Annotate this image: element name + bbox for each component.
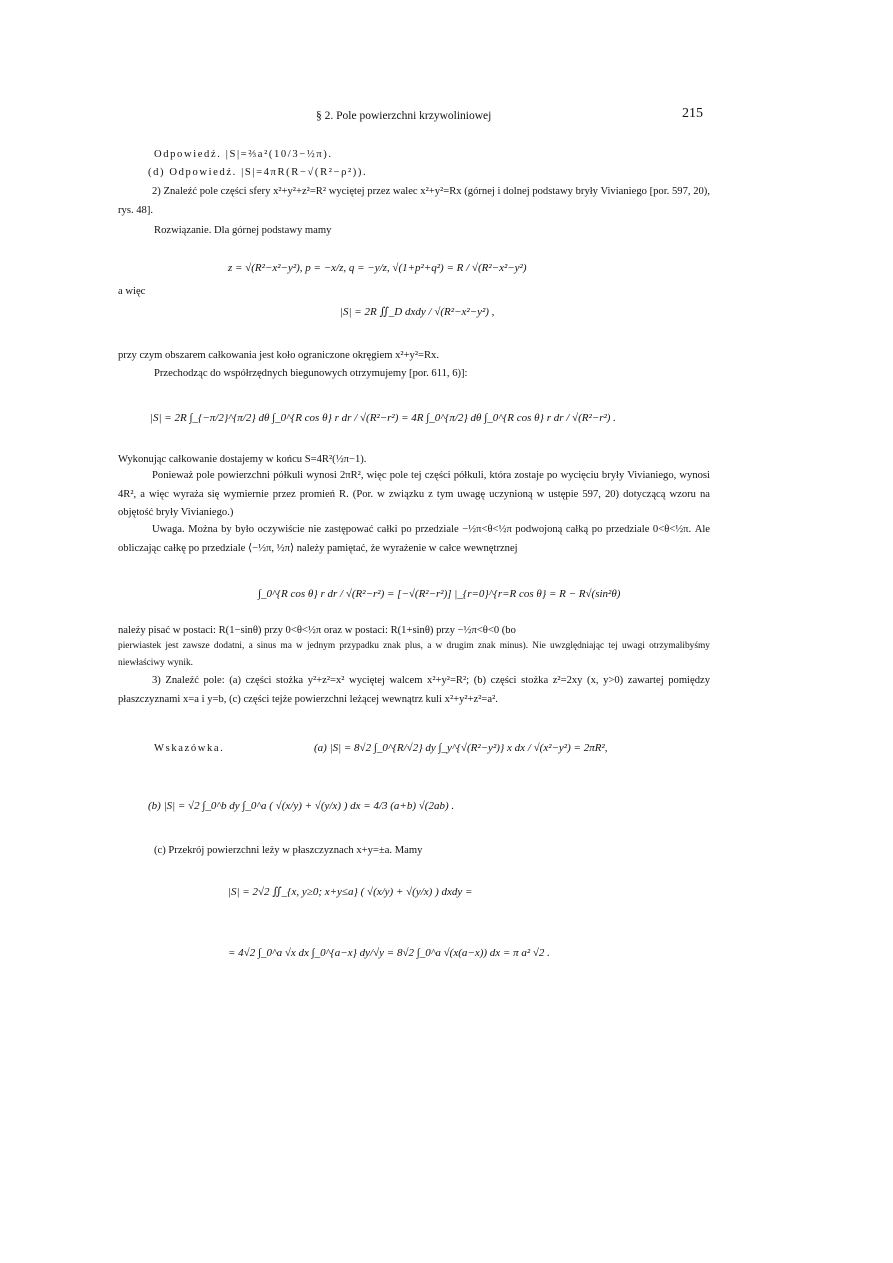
hemisphere-remark: Ponieważ pole powierzchni półkuli wynosi 2πR², więc pole tej części półkuli, która zostaje po wycięciu bryły Vivianiego, wynosi 4R², a więc wyraża się wymiernie przez promień R. (Por. w związku z tym uwagę uczynioną w ustępie 597, 20) dotyczącą wzoru na objętość bryły Vivianiego.) xyxy=(118,470,710,518)
equation-hint-c1: |S| = 2√2 ∬_{x, y≥0; x+y≤a} ( √(x/y) + √(y/x) ) dxdy = xyxy=(228,886,473,898)
equation-surface-integral: |S| = 2R ∬_D dxdy / √(R²−x²−y²) , xyxy=(340,306,495,318)
equation-polar-integral: |S| = 2R ∫_{−π/2}^{π/2} dθ ∫_0^{R cos θ} r dr / √(R²−r²) = 4R ∫_0^{π/2} dθ ∫_0^{R cos θ} r dr / √(R²−r²) . xyxy=(150,412,616,424)
problem-2-statement: 2) Znaleźć pole części sfery x²+y²+z²=R² wyciętej przez walec x²+y²=Rx (górnej i dolnej podstawy bryły Vivianiego [por. 597, 20), rys. 48]. xyxy=(118,186,710,216)
uwaga-remark: Uwaga. Można by było oczywiście nie zastępować całki po przedziale −½π<θ<½π podwojoną całką po przedziale 0<θ<½π. Ale obliczając całkę po przedziale ⟨−½π, ½π⟩ należy pamiętać, że wyrażenie w całce wewnętrznej xyxy=(118,524,710,554)
a-wiec-label: a więc xyxy=(118,286,146,297)
equation-hint-c2: = 4√2 ∫_0^a √x dx ∫_0^{a−x} dy/√y = 8√2 ∫_0^a √(x(a−x)) dx = π a² √2 . xyxy=(228,947,550,959)
integration-domain-text: przy czym obszarem całkowania jest koło ograniczone okręgiem x²+y²=Rx. xyxy=(118,350,439,361)
problem-3-statement: 3) Znaleźć pole: (a) części stożka y²+z²=x² wyciętej walcem x²+y²=R²; (b) części stożka z²=2xy (x, y>0) zawartej pomiędzy płaszczyznami x=a i y=b, (c) części tejże powierzchni leżącej wewnątrz kuli x²+y²+z²=a². xyxy=(118,675,710,705)
hint-c-text: (c) Przekrój powierzchni leży w płaszczyznach x+y=±a. Mamy xyxy=(154,845,423,856)
page-number: 215 xyxy=(682,106,703,121)
polar-coordinates-text: Przechodząc do współrzędnych biegunowych otrzymujemy [por. 611, 6)]: xyxy=(154,368,468,379)
equation-partials: z = √(R²−x²−y²), p = −x/z, q = −y/z, √(1+p²+q²) = R / √(R²−x²−y²) xyxy=(228,262,527,274)
result-text: Wykonując całkowanie dostajemy w końcu S=4R²(½π−1). xyxy=(118,454,367,465)
equation-inner-integral: ∫_0^{R cos θ} r dr / √(R²−r²) = [−√(R²−r²)] |_{r=0}^{r=R cos θ} = R − R√(sin²θ) xyxy=(258,588,621,600)
root-positive-note: pierwiastek jest zawsze dodatni, a sinus ma w jednym przypadku znak plus, a w drugim znak minus). Nie uwzględniając tej uwagi otrzymalibyśmy niewłaściwy wynik. xyxy=(118,641,710,668)
answer-d: (d) Odpowiedź. |S|=4πR(R−√(R²−ρ²)). xyxy=(148,167,368,178)
running-header: § 2. Pole powierzchni krzywoliniowej xyxy=(316,110,492,122)
equation-hint-a: (a) |S| = 8√2 ∫_0^{R/√2} dy ∫_y^{√(R²−y²)} x dx / √(x²−y²) = 2πR², xyxy=(314,742,608,754)
answer-c: Odpowiedź. |S|=⅔a²(10/3−½π). xyxy=(154,149,333,160)
solution-heading: Rozwiązanie. Dla górnej podstawy mamy xyxy=(154,225,332,236)
hint-label: Wskazówka. xyxy=(154,743,225,754)
equation-hint-b: (b) |S| = √2 ∫_0^b dy ∫_0^a ( √(x/y) + √(y/x) ) dx = 4/3 (a+b) √(2ab) . xyxy=(148,800,455,812)
sine-sign-text: należy pisać w postaci: R(1−sinθ) przy 0<θ<½π oraz w postaci: R(1+sinθ) przy −½π<θ<0 (bo xyxy=(118,625,516,636)
